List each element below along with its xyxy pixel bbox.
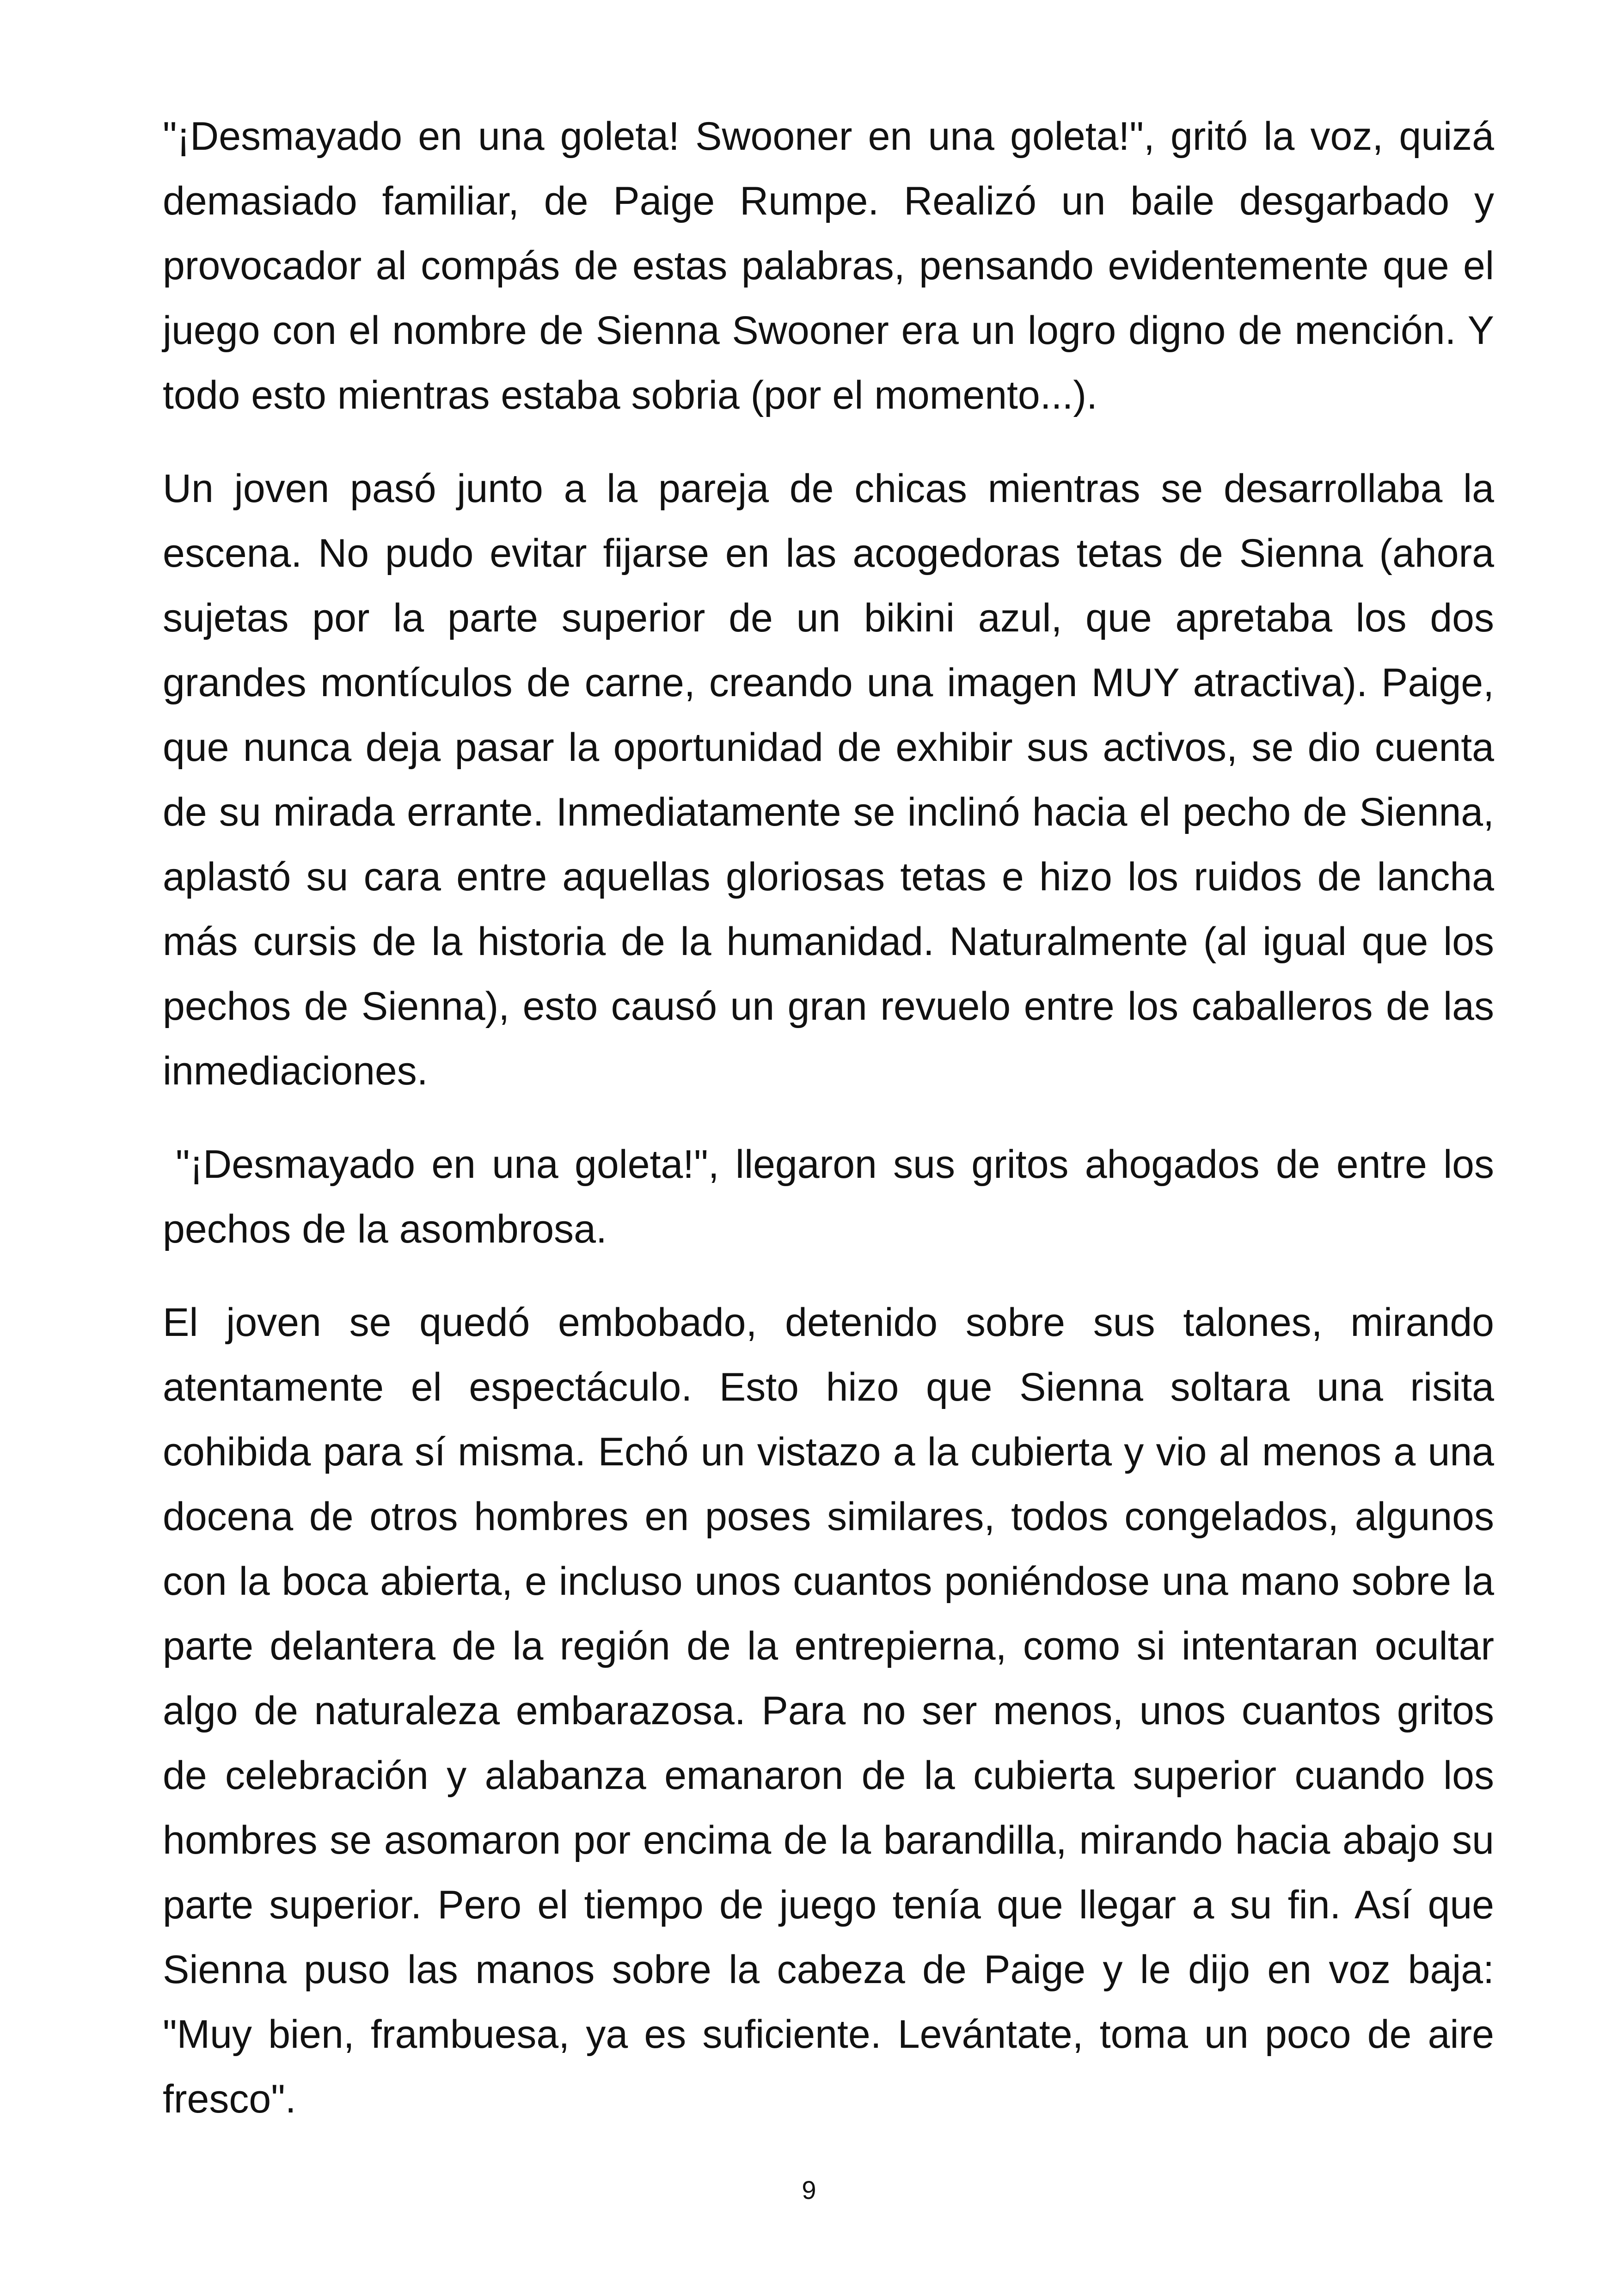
paragraph-4: El joven se quedó embobado, detenido sobre sus talones, mirando atentamente el espectáculo. Esto hizo que Sienna soltara una risita cohibida para sí misma. Echó un vistazo a la cubierta y vio al menos a una docena de otros hombres en poses similares, todos congelados, algunos con la boca abierta, e incluso unos cuantos poniéndose una mano sobre la parte delantera de la región de la entrepierna, como si intentaran ocultar algo de naturaleza embarazosa. Para no ser menos, unos cuantos gritos de celebración y alabanza emanaron de la cubierta superior cuando los hombres se asomaron por encima de la barandilla, mirando hacia abajo su parte superior. Pero el tiempo de juego tenía que llegar a su fin. Así que Sienna puso las manos sobre la cabeza de Paige y le dijo en voz baja: "Muy bien, frambuesa, ya es suficiente. Levántate, toma un poco de aire fresco".	[163, 1300, 1494, 2121]
paragraph-3: "¡Desmayado en una goleta!", llegaron sus gritos ahogados de entre los pechos de la asombrosa.	[163, 1142, 1494, 1251]
paragraph-1: "¡Desmayado en una goleta! Swooner en una goleta!", gritó la voz, quizá demasiado familiar, de Paige Rumpe. Realizó un baile desgarbado y provocador al compás de estas palabras, pensando evidentemente que el juego con el nombre de Sienna Swooner era un logro digno de mención. Y todo esto mientras estaba sobria (por el momento...).	[163, 114, 1494, 417]
paragraph-2: Un joven pasó junto a la pareja de chicas mientras se desarrollaba la escena. No pudo evitar fijarse en las acogedoras tetas de Sienna (ahora sujetas por la parte superior de un bikini azul, que apretaba los dos grandes montículos de carne, creando una imagen MUY atractiva). Paige, que nunca deja pasar la oportunidad de exhibir sus activos, se dio cuenta de su mirada errante. Inmediatamente se inclinó hacia el pecho de Sienna, aplastó su cara entre aquellas gloriosas tetas e hizo los ruidos de lancha más cursis de la historia de la humanidad. Naturalmente (al igual que los pechos de Sienna), esto causó un gran revuelo entre los caballeros de las inmediaciones.	[163, 466, 1494, 1093]
body-text	[163, 104, 1494, 2160]
page-number: 9	[802, 2175, 816, 2204]
